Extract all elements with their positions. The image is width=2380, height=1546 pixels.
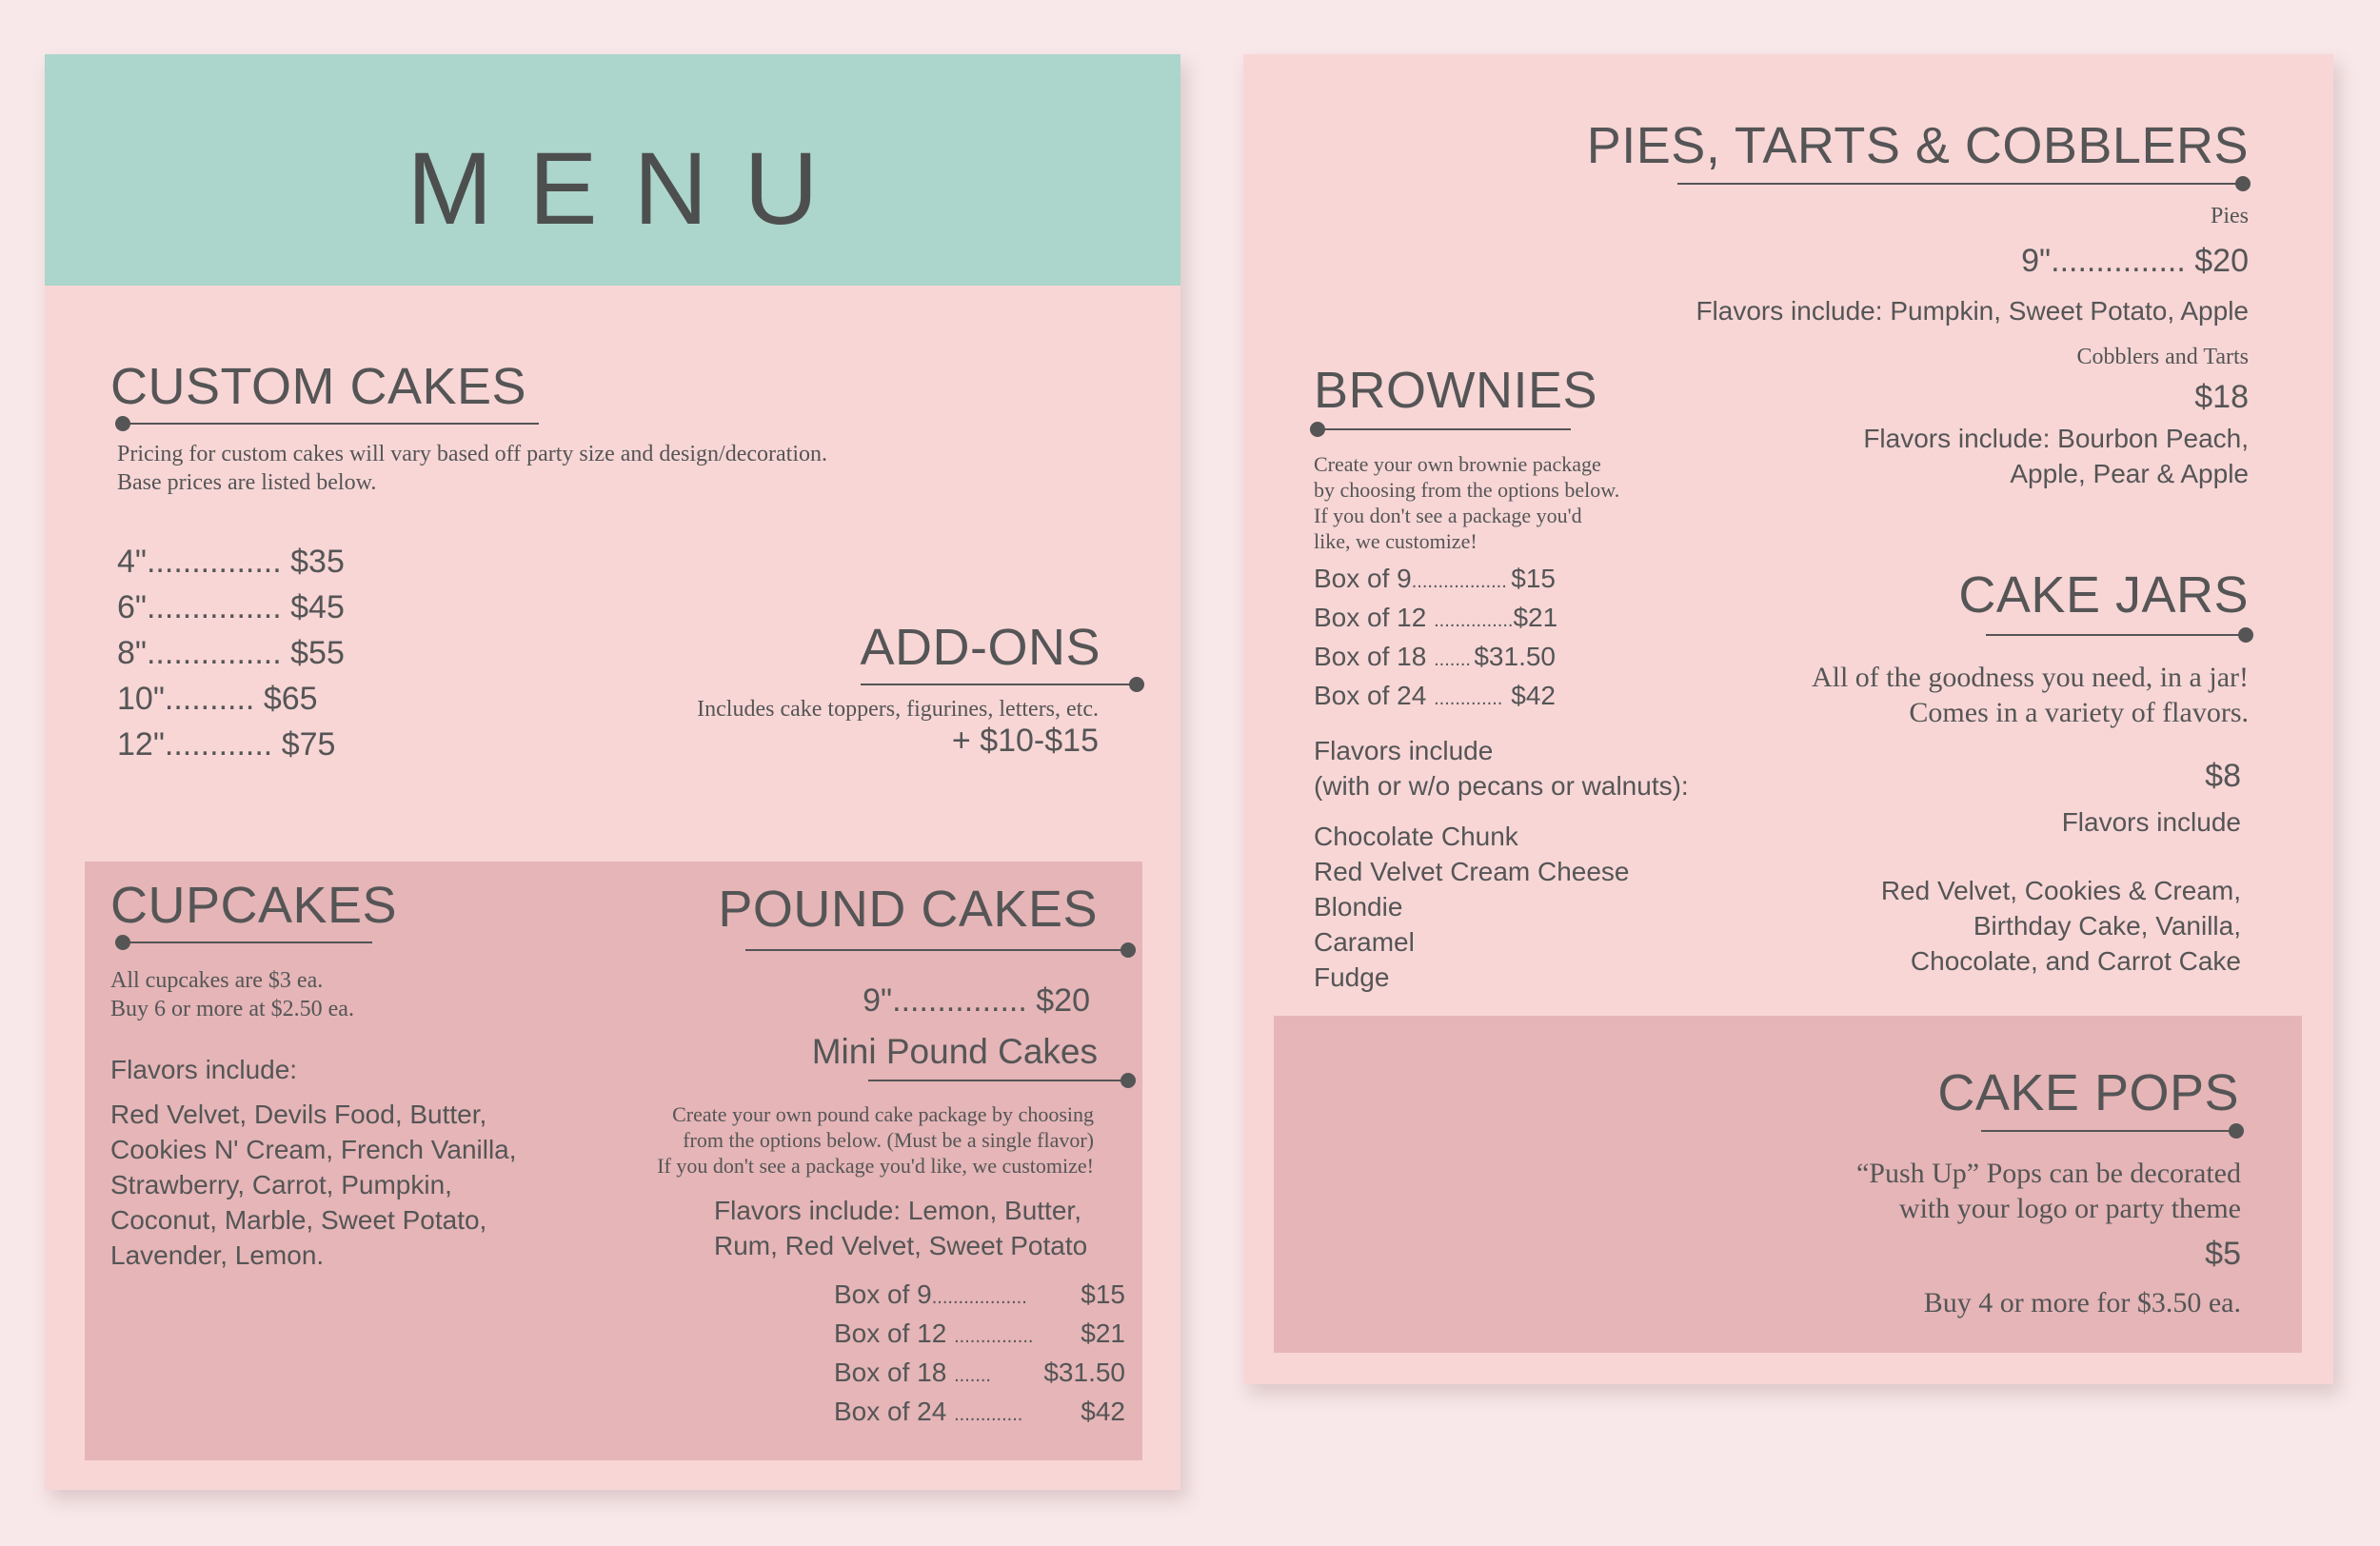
cake-pops-bulk-price: Buy 4 or more for $3.50 ea. [1923,1287,2241,1318]
leader-dots: ....... [1434,649,1471,670]
add-ons-rule [861,684,1137,685]
price: $21 [1081,1318,1125,1348]
desc-line: All of the goodness you need, in a jar! [1811,662,2249,693]
add-ons-price: + $10-$15 [951,723,1099,759]
box-size: Box of 9 [834,1279,932,1309]
desc-line: by choosing from the options below. [1314,478,1620,502]
cake-jars-heading: CAKE JARS [1958,566,2249,624]
pound-cakes-heading: POUND CAKES [718,881,1098,938]
flavor-line: Flavors include: Bourbon Peach, [1863,424,2249,453]
leader-dots: ............... [146,635,282,671]
box-label [834,1394,1022,1433]
cupcakes-desc [110,966,354,1023]
desc-line: with your logo or party theme [1898,1193,2241,1224]
rule-dot [1310,422,1325,437]
leader-dots: ............ [164,726,273,763]
rule-dot [115,416,130,431]
flavor-line: Caramel [1314,927,1415,957]
brownies-flavors-label [1314,733,1689,803]
rule-dot [1121,1073,1136,1088]
box-row [834,1316,1125,1355]
size: 8" [117,635,147,671]
box-label [1314,639,1471,678]
flavors-label-line: Flavors include [1314,736,1494,765]
mini-pound-cakes-desc [657,1101,1094,1179]
box-size: Box of 24 [1314,681,1427,710]
cake-jars-price: $8 [2205,758,2241,794]
box-row [1314,639,1556,678]
size: 12" [117,726,165,763]
flavor-line: Apple, Pear & Apple [2010,459,2249,488]
box-label [834,1316,1033,1355]
box-size: Box of 12 [834,1318,947,1348]
flavor-line: Chocolate, and Carrot Cake [1910,946,2241,976]
price: $65 [263,681,318,717]
rule-dot [2235,176,2251,191]
box-size: Box of 12 [1314,603,1427,632]
flavor-line: Coconut, Marble, Sweet Potato, [110,1205,487,1235]
custom-cakes-heading: CUSTOM CAKES [110,358,527,415]
pies-label: Pies [2210,204,2249,228]
add-ons-heading: ADD-ONS [860,619,1101,676]
custom-cakes-desc [117,440,827,497]
flavor-line: Red Velvet, Cookies & Cream, [1880,876,2241,905]
desc-line: If you don't see a package you'd [1314,504,1582,527]
cupcakes-flavors-label: Flavors include: [110,1055,298,1084]
pies-rule [1677,183,2243,185]
rule-dot [2229,1123,2244,1139]
price: $42 [1081,1397,1125,1426]
price: $15 [1511,564,1556,593]
cupcakes-heading: CUPCAKES [110,877,398,934]
flavor-line: Flavors include: Lemon, Butter, [714,1196,1081,1225]
custom-cakes-price-list [117,539,345,767]
rule-dot [115,935,130,950]
flavor-line: Red Velvet Cream Cheese [1314,857,1630,886]
box-size: Box of 24 [834,1397,947,1426]
size: 4" [117,544,147,580]
cupcakes-desc-line: All cupcakes are $3 ea. [110,968,324,993]
flavor-line: Lavender, Lemon. [110,1240,325,1270]
price: $45 [290,589,345,625]
price-row [117,722,345,767]
mini-pound-cakes-rule [868,1080,1128,1081]
cake-pops-rule [1981,1130,2236,1132]
flavor-line: Blondie [1314,892,1403,922]
price-row [117,676,345,722]
price: $31.50 [1474,642,1556,671]
leader-dots: .................. [1411,571,1507,592]
box-label [1314,600,1513,639]
cobblers-price: $18 [2194,379,2249,415]
leader-dots: ............... [1434,610,1514,631]
brownies-desc [1314,451,1619,554]
price: $42 [1511,681,1556,710]
leader-dots: .................. [931,1287,1027,1308]
box-row [1314,600,1556,639]
price: $31.50 [1043,1358,1125,1387]
menu-page-right [1243,54,2333,1384]
mini-pound-cakes-heading: Mini Pound Cakes [811,1032,1098,1071]
mini-pound-cakes-flavors [714,1193,1087,1263]
leader-dots: ............. [1434,688,1503,709]
price-row [117,539,345,585]
flavor-line: Cookies N' Cream, French Vanilla, [110,1135,517,1164]
flavor-line: Strawberry, Carrot, Pumpkin, [110,1170,452,1199]
box-label [1314,678,1502,717]
box-row [1314,678,1556,717]
price: $21 [1513,603,1558,632]
custom-cakes-desc-line: Pricing for custom cakes will vary based off party size and design/decoration. [117,442,828,466]
cobblers-label: Cobblers and Tarts [2076,345,2249,369]
header-band [45,54,1180,286]
box-label [834,1277,1027,1316]
cake-jars-rule [1986,634,2246,636]
add-ons-desc: Includes cake toppers, figurines, letters, etc. [697,697,1099,722]
pound-cakes-rule [745,949,1128,951]
flavor-line: Birthday Cake, Vanilla, [1973,911,2241,941]
price: $75 [281,726,336,763]
size: 6" [117,589,147,625]
cake-jars-flavor-list [1881,873,2241,979]
leader-dots: ............... [146,544,282,580]
leader-dots: ............... [146,589,282,625]
brownies-rule [1318,428,1571,430]
brownies-box-list [1314,561,1556,717]
price-row [117,585,345,630]
box-size: Box of 9 [1314,564,1412,593]
mini-pound-cakes-box-list [834,1277,1125,1433]
price: $35 [290,544,345,580]
desc-line: like, we customize! [1314,529,1478,553]
size: 10" [117,681,165,717]
cake-pops-desc [1856,1156,2241,1226]
box-label [834,1355,991,1394]
price: $55 [290,635,345,671]
cake-pops-price: $5 [2205,1236,2241,1272]
custom-cakes-desc-line: Base prices are listed below. [117,470,377,495]
cupcakes-desc-line: Buy 6 or more at $2.50 ea. [110,997,354,1021]
leader-dots: ............... [954,1326,1034,1347]
rule-dot [1129,677,1144,692]
leader-dots: ............. [954,1404,1023,1425]
box-row [834,1355,1125,1394]
brownies-heading: BROWNIES [1314,362,1598,419]
flavor-line: Chocolate Chunk [1314,822,1518,851]
custom-cakes-rule [123,423,539,425]
leader-dots: ....... [954,1365,991,1386]
brownies-flavor-list [1314,819,1630,995]
flavor-line: Fudge [1314,962,1390,992]
box-size: Box of 18 [1314,642,1427,671]
pound-cake-price: 9"............... $20 [863,982,1090,1019]
box-size: Box of 18 [834,1358,947,1387]
box-label [1314,561,1507,600]
leader-dots: .......... [164,681,255,717]
desc-line: “Push Up” Pops can be decorated [1855,1158,2241,1189]
page-title: MENU [407,130,855,246]
menu-page-left [45,54,1180,1490]
cake-pops-heading: CAKE POPS [1937,1064,2239,1121]
cupcakes-rule [123,941,372,943]
flavor-line: Rum, Red Velvet, Sweet Potato [714,1231,1088,1260]
pies-price: 9"............... $20 [2021,243,2249,279]
desc-line: Create your own pound cake package by choosing [672,1102,1094,1126]
rule-dot [1121,942,1136,958]
price-row [117,630,345,676]
flavors-label-line: (with or w/o pecans or walnuts): [1314,771,1689,801]
desc-line: If you don't see a package you'd like, we customize! [657,1154,1094,1178]
box-row [834,1394,1125,1433]
cake-jars-flavors-label: Flavors include [2061,807,2241,837]
rule-dot [2238,627,2253,643]
pies-flavors: Flavors include: Pumpkin, Sweet Potato, Apple [1696,296,2249,326]
pies-heading: PIES, TARTS & COBBLERS [1586,117,2249,174]
desc-line: Comes in a variety of flavors. [1909,697,2249,728]
cake-jars-desc [1812,660,2249,730]
box-row [834,1277,1125,1316]
desc-line: from the options below. (Must be a single flavor) [683,1128,1094,1152]
desc-line: Create your own brownie package [1314,452,1601,476]
box-row [1314,561,1556,600]
price: $15 [1081,1279,1125,1309]
flavor-line: Red Velvet, Devils Food, Butter, [110,1100,487,1129]
cobblers-flavors [1863,421,2249,491]
cupcakes-flavor-list [110,1097,517,1273]
